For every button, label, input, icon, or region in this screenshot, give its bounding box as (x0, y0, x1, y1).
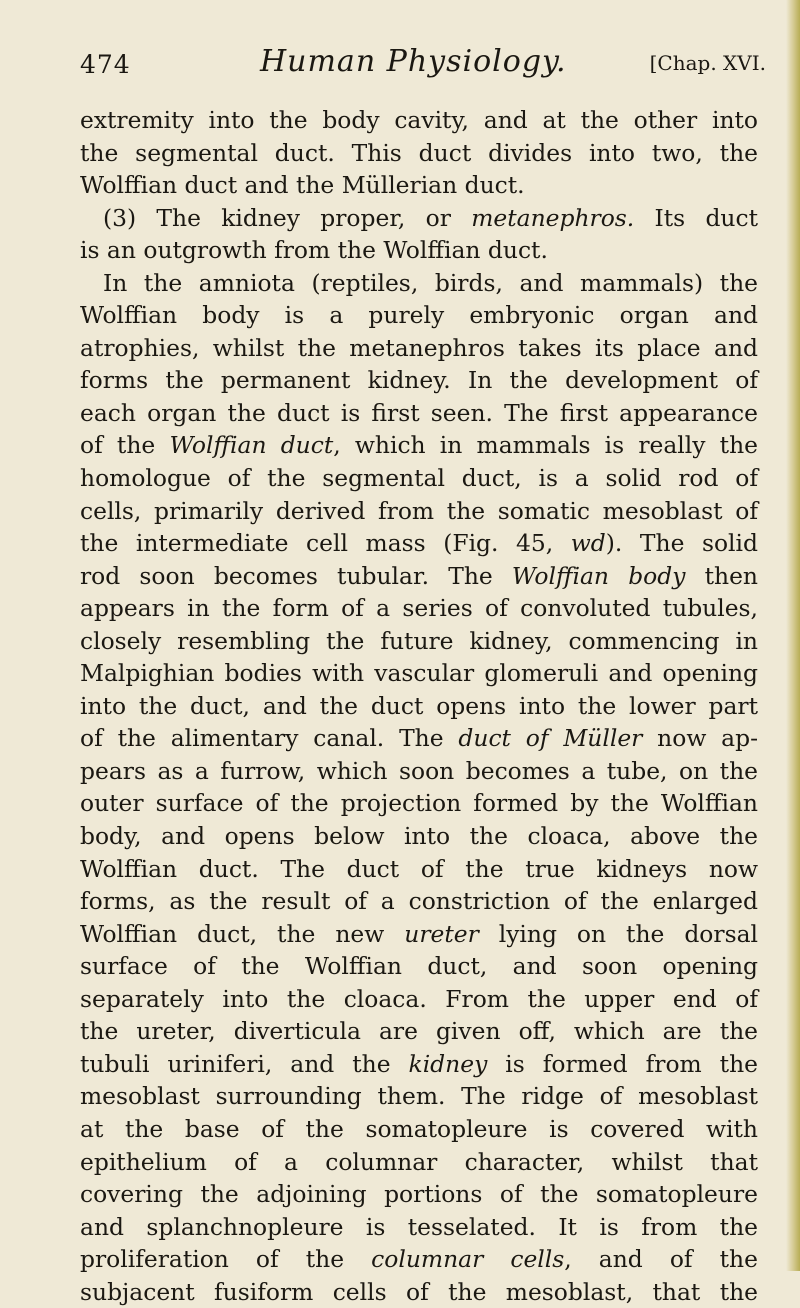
emphasis: columnar cells (371, 1245, 565, 1274)
text-line: proliferation of the columnar cells, and of the (80, 1245, 758, 1274)
text-line: In the amniota (reptiles, birds, and mammals) the (103, 268, 758, 297)
text-line: separately into the cloaca. From the upper end of (80, 984, 758, 1013)
chapter-label: [Chap. XVI. (649, 51, 766, 75)
body-text (80, 104, 758, 1308)
emphasis: metanephros. (471, 203, 635, 232)
text-line: forms the permanent kidney. In the development of (80, 366, 758, 395)
running-title: Human Physiology. (260, 44, 567, 79)
text-line: of the alimentary canal. The duct of Müller now ap- (80, 724, 758, 753)
page-number: 474 (80, 50, 131, 79)
text-line: surface of the Wolffian duct, and soon opening (80, 952, 758, 981)
emphasis: ureter (404, 919, 479, 948)
text-line: the intermediate cell mass (Fig. 45, wd). The solid (80, 529, 758, 558)
text-line: atrophies, whilst the metanephros takes its place and (80, 333, 758, 362)
text-line: body, and opens below into the cloaca, above the (80, 822, 758, 851)
text-line: Wolffian duct, the new ureter lying on the dorsal (80, 919, 759, 948)
emphasis: Wolffian body (511, 561, 686, 590)
text-line: outer surface of the projection formed by the Wolffian (80, 789, 758, 818)
text-line: tubuli uriniferi, and the kidney is formed from the (80, 1049, 758, 1078)
text-line: forms, as the result of a constriction of the enlarged (80, 887, 758, 916)
text-line: epithelium of a columnar character, whilst that (80, 1147, 758, 1176)
text-line: appears in the form of a series of convoluted tubules, (80, 594, 758, 623)
emphasis: kidney (408, 1049, 488, 1078)
text-line: mesoblast surrounding them. The ridge of mesoblast (80, 1082, 758, 1111)
text-line: subjacent fusiform cells of the mesoblast, that the (80, 1277, 758, 1306)
emphasis: Wolffian duct (169, 431, 334, 460)
running-header (80, 44, 770, 84)
text-line: cells, primarily derived from the somatic mesoblast of (80, 496, 758, 525)
emphasis: duct of Müller (458, 724, 643, 753)
emphasis: wd (570, 529, 606, 558)
text-line: the ureter, diverticula are given off, which are the (80, 1017, 758, 1046)
text-line: (3) The kidney proper, or metanephros. Its duct (103, 203, 758, 232)
text-line: closely resembling the future kidney, commencing in (80, 626, 758, 655)
text-line: Malpighian bodies with vascular glomeruli and opening (80, 659, 758, 688)
text-line: at the base of the somatopleure is covered with (80, 1114, 758, 1143)
text-line: Wolffian body is a purely embryonic organ and (80, 301, 758, 330)
text-line: extremity into the body cavity, and at the other into (80, 106, 758, 134)
text-line: homologue of the segmental duct, is a solid rod of (80, 464, 758, 493)
text-line: and splanchnopleure is tesselated. It is from the (80, 1212, 758, 1241)
text-line: rod soon becomes tubular. The Wolffian body then (80, 561, 758, 590)
text-line: pears as a furrow, which soon becomes a tube, on the (80, 756, 758, 785)
page-edge (786, 0, 800, 1271)
text-line: Wolffian duct and the Müllerian duct. (80, 171, 525, 200)
text-line: Wolffian duct. The duct of the true kidneys now (80, 854, 758, 883)
text-line: is an outgrowth from the Wolffian duct. (80, 236, 548, 265)
text-line: each organ the duct is first seen. The first appearance (80, 398, 758, 427)
text-line: of the Wolffian duct, which in mammals is really the (80, 431, 758, 460)
text-line: into the duct, and the duct opens into the lower part (80, 691, 758, 720)
text-line: the segmental duct. This duct divides into two, the (80, 138, 758, 167)
text-line: covering the adjoining portions of the somatopleure (80, 1180, 758, 1209)
